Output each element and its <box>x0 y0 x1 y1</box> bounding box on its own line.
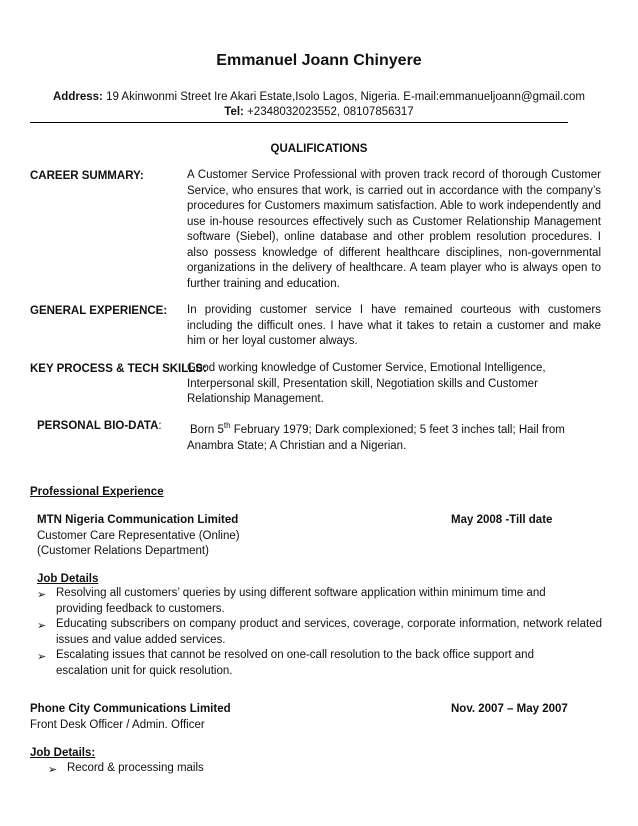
skills-text: Good working knowledge of Customer Service, Emotional Intelligence, Interpersonal skill, Presentation skill, Negotiation skills and Customer Relationship Management. <box>187 362 546 405</box>
job-2-role: Front Desk Officer / Admin. Officer <box>30 719 205 731</box>
address-line <box>0 90 638 105</box>
job-1-details-heading: Job Details <box>37 573 99 585</box>
job-1-company: MTN Nigeria Communication Limited <box>37 514 239 526</box>
career-summary-text: A Customer Service Professional with proven track record of thorough Customer Service, who ensures that work, is carried out in accordance with the company’s procedures for Customers maximum satisfaction. Able to work independently and use in-house resources effectively such as Customer Relationship Management software (Siebel), online database and other problem resolution procedures. I also possess knowledge of different healthcare disciplines, non-governmental organizations in the delivery of healthcare. A team player who is always open to further training and education. <box>187 169 601 290</box>
job-1-dept: (Customer Relations Department) <box>37 545 209 557</box>
address-label: Address: <box>53 91 103 103</box>
bio-line-1 <box>190 418 590 438</box>
bullet-arrow-icon: ➢ <box>37 620 47 632</box>
bio-line-1-sup: th <box>223 421 231 430</box>
bio-line-1-pre: Born 5 <box>190 423 224 436</box>
job-2-dates: Nov. 2007 – May 2007 <box>451 703 568 715</box>
bullet-arrow-icon: ➢ <box>37 589 47 601</box>
career-summary-label: CAREER SUMMARY: <box>30 170 144 182</box>
job-1-role: Customer Care Representative (Online) <box>37 530 240 542</box>
bio-line-2: Anambra State; A Christian and a Nigerian. <box>187 439 407 452</box>
job-1-bullet-2: Educating subscribers on company product and services, coverage, corporate information, network related issues and value added services. <box>56 618 602 646</box>
bullet-arrow-icon: ➢ <box>48 764 58 776</box>
job-2-details-heading: Job Details: <box>30 747 96 759</box>
address-text: 19 Akinwonmi Street Ire Akari Estate,Isolo Lagos, Nigeria. E-mail:emmanueljoann@gmail.com <box>106 91 585 103</box>
bio-line-1-post: February 1979; Dark complexioned; 5 feet 3 inches tall; Hail from <box>230 423 565 436</box>
contact-block <box>0 90 638 120</box>
job-2-company: Phone City Communications Limited <box>30 703 231 715</box>
bullet-arrow-icon: ➢ <box>37 651 47 663</box>
job-2-bullet-1: Record & processing mails <box>67 762 204 774</box>
skills-label: KEY PROCESS & TECH SKILLS: <box>30 363 207 375</box>
bio-data-text <box>187 418 590 454</box>
bio-data-label <box>37 420 162 432</box>
job-1-bullet-1: Resolving all customers’ queries by using different software application within minimum time and providing feedback to customers. <box>56 587 546 615</box>
candidate-name: Emmanuel Joann Chinyere <box>216 52 422 69</box>
general-experience-label: GENERAL EXPERIENCE: <box>30 305 168 317</box>
bio-data-colon: : <box>158 420 162 432</box>
professional-experience-heading: Professional Experience <box>30 486 164 498</box>
tel-label: Tel: <box>224 106 244 118</box>
qualifications-heading: QUALIFICATIONS <box>270 143 368 155</box>
tel-line <box>0 105 638 120</box>
bio-data-label-text: PERSONAL BIO-DATA <box>37 420 159 432</box>
tel-text: +2348032023552, 08107856317 <box>247 106 414 118</box>
general-experience-text: In providing customer service I have remained courteous with customers including the difficult ones. I have what it takes to retain a customer and make him or her loyal customer always. <box>187 304 601 347</box>
job-1-bullet-3: Escalating issues that cannot be resolved on one-call resolution to the back office support and escalation unit for quick resolution. <box>56 649 534 677</box>
job-1-dates: May 2008 -Till date <box>451 514 553 526</box>
header-divider <box>30 122 568 123</box>
